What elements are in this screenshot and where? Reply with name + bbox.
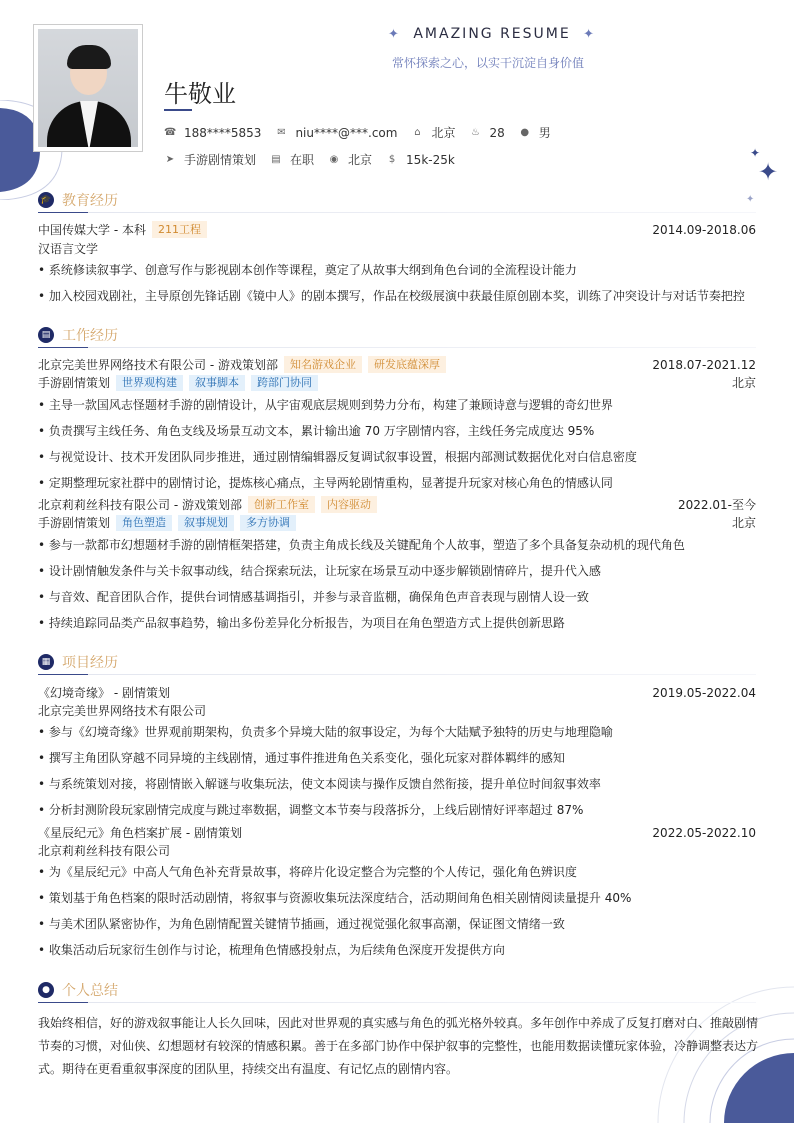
school-name: 中国传媒大学 - 本科 bbox=[38, 223, 146, 237]
job-header bbox=[38, 496, 756, 513]
project-bullet: • 收集活动后玩家衍生创作与讨论，梳理角色情感投射点，为后续角色深度开发提供方向 bbox=[38, 943, 505, 957]
job-bullet: • 持续追踪同品类产品叙事趋势，输出多份差异化分析报告，为项目在角色塑造方式上提供创新思路 bbox=[38, 616, 565, 630]
contact-row bbox=[164, 124, 565, 141]
section-divider bbox=[38, 212, 756, 213]
summary-text: 我始终相信，好的游戏叙事能让人长久回味，因此对世界观的真实感与角色的弧光格外较真。多年创作中养成了反复打磨对白、推敲剧情节奏的习惯，对仙侠、幻想题材有较深的情感积累。善于在多部门协作中保护叙事的完整性，也能用数据读懂玩家体验，冷静调整表达方式。期待在更看重叙事深度的团队里，持续交出有温度、有记忆点的剧情内容。 bbox=[38, 1016, 759, 1076]
project-date: 2019.05-2022.04 bbox=[652, 685, 756, 700]
company-tag: 研发底蕴深厚 bbox=[368, 356, 446, 373]
slogan: 常怀探索之心，以实干沉淀自身价值 bbox=[392, 56, 585, 70]
section-summary bbox=[38, 980, 118, 1000]
sparkle-icon: ✦ bbox=[583, 27, 597, 42]
job-role-row bbox=[38, 374, 756, 391]
project-bullet: • 策划基于角色档案的限时活动剧情，将叙事与资源收集玩法深度结合，活动期间角色相关剧情阅读量提升 40% bbox=[38, 891, 632, 905]
project-bullet: • 撰写主角团队穿越不同异境的主线剧情，通过事件推进角色关系变化，强化玩家对群体羁绊的感知 bbox=[38, 751, 565, 765]
project-header bbox=[38, 824, 756, 841]
job-header bbox=[38, 356, 756, 373]
job-bullet: • 与音效、配音团队合作，提供台词情感基调指引，并参与录音监棚，确保角色声音表现与剧情人设一致 bbox=[38, 590, 589, 604]
contact-text: 男 bbox=[538, 126, 551, 140]
section-title: 教育经历 bbox=[62, 193, 118, 209]
job-city: 北京 bbox=[731, 376, 756, 390]
project-bullet: • 与美术团队紧密协作，为角色剧情配置关键情节插画，通过视觉强化叙事高潮，保证图文情绪一致 bbox=[38, 917, 565, 931]
skill-tag: 叙事规划 bbox=[178, 515, 234, 531]
money-icon: $ bbox=[388, 153, 396, 165]
project-bullet: • 与系统策划对接，将剧情嵌入解谜与收集玩法，使文本阅读与操作反馈自然衔接，提升单位时间叙事效率 bbox=[38, 777, 601, 791]
project-company-row bbox=[38, 702, 756, 719]
company-name: 北京莉莉丝科技有限公司 - 游戏策划部 bbox=[38, 498, 242, 512]
job-bullet: • 主导一款国风志怪题材手游的剧情设计，从宇宙观底层规则到势力分布，构建了兼顾诗意与逻辑的奇幻世界 bbox=[38, 398, 613, 412]
job-bullet: • 定期整理玩家社群中的剧情讨论，提炼核心痛点，主导两轮剧情重构，显著提升玩家对核心角色的情感认同 bbox=[38, 476, 613, 490]
job-role: 手游剧情策划 bbox=[38, 376, 111, 390]
sparkle-icon: ✦ bbox=[750, 146, 761, 160]
intent-position bbox=[164, 151, 256, 168]
sparkle-icon: ✦ bbox=[758, 158, 779, 186]
contact-phone bbox=[164, 126, 261, 140]
intent-text: 北京 bbox=[348, 153, 373, 167]
graduation-cap-icon: 🎓 bbox=[38, 192, 54, 208]
brand-text: AMAZING RESUME bbox=[413, 26, 571, 42]
job-role: 手游剧情策划 bbox=[38, 516, 111, 530]
contact-email bbox=[275, 126, 397, 140]
phone-icon: ☎ bbox=[164, 126, 177, 138]
location-icon: ◉ bbox=[329, 153, 339, 165]
sparkle-icon: ✦ bbox=[746, 194, 755, 205]
briefcase-icon: ▤ bbox=[271, 153, 281, 165]
project-company-row bbox=[38, 842, 756, 859]
user-icon: ● bbox=[38, 982, 54, 998]
section-divider bbox=[38, 674, 756, 675]
project-date: 2022.05-2022.10 bbox=[652, 825, 756, 840]
section-education bbox=[38, 190, 118, 210]
intent-text: 15k-25k bbox=[406, 152, 455, 167]
grid-icon: ▦ bbox=[38, 654, 54, 670]
name-underline bbox=[164, 109, 192, 111]
section-work bbox=[38, 325, 118, 345]
skill-tag: 叙事脚本 bbox=[189, 375, 245, 391]
contact-age bbox=[469, 126, 504, 140]
section-title: 项目经历 bbox=[62, 655, 118, 671]
section-divider bbox=[38, 1002, 756, 1003]
intent-text: 手游剧情策划 bbox=[184, 153, 257, 167]
intent-text: 在职 bbox=[290, 153, 315, 167]
company-tag: 内容驱动 bbox=[321, 496, 377, 513]
section-title: 工作经历 bbox=[62, 328, 118, 344]
job-bullet: • 参与一款都市幻想题材手游的剧情框架搭建，负责主角成长线及关键配角个人故事，塑造了多个具备复杂动机的现代角色 bbox=[38, 538, 685, 552]
intent-row bbox=[164, 151, 469, 168]
intent-salary bbox=[386, 153, 455, 167]
project-bullet: • 参与《幻境奇缘》世界观前期架构，负责多个异境大陆的叙事设定，为每个大陆赋予独特的历史与地理隐喻 bbox=[38, 725, 613, 739]
education-bullet: • 加入校园戏剧社，主导原创先锋话剧《镜中人》的剧本撰写，作品在校级展演中获最佳原创剧本奖，训练了冲突设计与对话节奏把控 bbox=[38, 289, 745, 303]
education-bullet: • 系统修读叙事学、创意写作与影视剧本创作等课程，奠定了从故事大纲到角色台词的全流程设计能力 bbox=[38, 263, 577, 277]
project-company: 北京莉莉丝科技有限公司 bbox=[38, 844, 171, 858]
education-header bbox=[38, 221, 756, 238]
project-name: 《星辰纪元》角色档案扩展 - 剧情策划 bbox=[38, 826, 242, 840]
job-bullet: • 负责撰写主线任务、角色支线及场景互动文本，累计输出逾 70 万字剧情内容，主线任务完成度达 95% bbox=[38, 424, 595, 438]
job-bullet: • 设计剧情触发条件与关卡叙事动线，结合探索玩法，让玩家在场景互动中逐步解锁剧情碎片，提升代入感 bbox=[38, 564, 601, 578]
candidate-name: 牛敬业 bbox=[164, 80, 236, 108]
section-divider bbox=[38, 347, 756, 348]
send-icon: ➤ bbox=[165, 153, 175, 165]
job-date: 2018.07-2021.12 bbox=[652, 357, 756, 372]
briefcase-icon: ▤ bbox=[38, 327, 54, 343]
contact-gender bbox=[519, 124, 551, 141]
intent-city bbox=[328, 151, 372, 168]
brand-title bbox=[388, 26, 596, 42]
project-bullet: • 为《星辰纪元》中高人气角色补充背景故事，将碎片化设定整合为完整的个人传记，强化角色辨识度 bbox=[38, 865, 577, 879]
education-major-row bbox=[38, 240, 756, 257]
skill-tag: 多方协调 bbox=[240, 515, 296, 531]
home-icon: ⌂ bbox=[414, 126, 421, 138]
profile-photo bbox=[33, 24, 143, 152]
intent-status bbox=[270, 151, 314, 168]
contact-text: 28 bbox=[489, 125, 505, 140]
project-bullet: • 分析封测阶段玩家剧情完成度与跳过率数据，调整文本节奏与段落拆分，上线后剧情好评率超过 87% bbox=[38, 803, 584, 817]
company-tag: 创新工作室 bbox=[248, 496, 315, 513]
contact-city bbox=[411, 124, 455, 141]
contact-text: niu****@***.com bbox=[295, 125, 398, 140]
email-icon: ✉ bbox=[277, 126, 286, 138]
project-name: 《幻境奇缘》 - 剧情策划 bbox=[38, 686, 170, 700]
school-tag: 211工程 bbox=[152, 221, 207, 238]
education-date: 2014.09-2018.06 bbox=[652, 222, 756, 237]
section-title: 个人总结 bbox=[62, 983, 118, 999]
company-name: 北京完美世界网络技术有限公司 - 游戏策划部 bbox=[38, 358, 278, 372]
gender-icon: ● bbox=[520, 126, 530, 138]
major: 汉语言文学 bbox=[38, 242, 99, 256]
job-date: 2022.01-至今 bbox=[678, 498, 756, 512]
job-bullet: • 与视觉设计、技术开发团队同步推进，通过剧情编辑器反复调试叙事设置，根据内部测试数据优化对白信息密度 bbox=[38, 450, 637, 464]
project-company: 北京完美世界网络技术有限公司 bbox=[38, 704, 207, 718]
contact-text: 188****5853 bbox=[184, 125, 262, 140]
job-role-row bbox=[38, 514, 756, 531]
skill-tag: 角色塑造 bbox=[116, 515, 172, 531]
skill-tag: 跨部门协同 bbox=[251, 375, 318, 391]
sparkle-icon: ✦ bbox=[388, 27, 401, 42]
company-tag: 知名游戏企业 bbox=[284, 356, 362, 373]
cake-icon: ♨ bbox=[470, 126, 480, 138]
job-city: 北京 bbox=[731, 516, 756, 530]
skill-tag: 世界观构建 bbox=[116, 375, 183, 391]
section-projects bbox=[38, 652, 118, 672]
contact-text: 北京 bbox=[431, 126, 456, 140]
project-header bbox=[38, 684, 756, 701]
